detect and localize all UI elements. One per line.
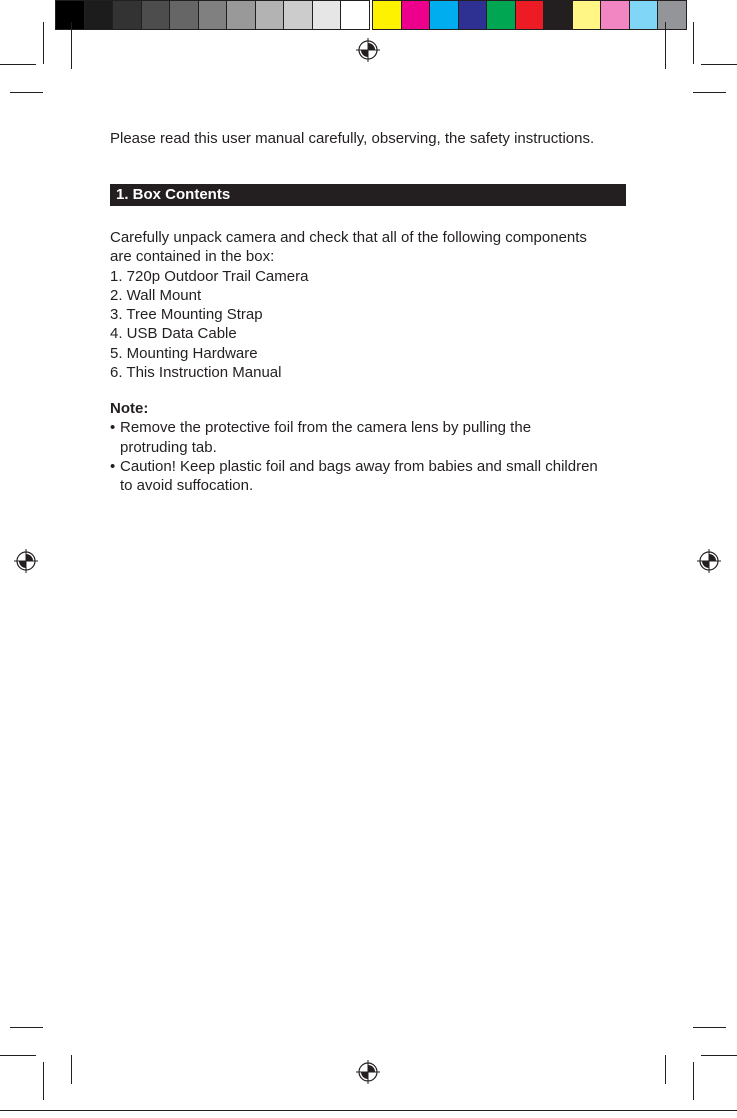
list-item: 4. USB Data Cable (110, 325, 237, 343)
crop-mark (43, 22, 44, 64)
crop-mark (71, 22, 72, 69)
color-swatch (169, 0, 198, 30)
list-item: 1. 720p Outdoor Trail Camera (110, 267, 309, 285)
grayscale-color-bar (55, 0, 370, 30)
note-line: Remove the protective foil from the camera lens by pulling the (120, 419, 532, 437)
note-line: Caution! Keep plastic foil and bags away from babies and small children (120, 457, 598, 475)
color-swatch (226, 0, 255, 30)
list-item: 5. Mounting Hardware (110, 344, 258, 362)
color-swatch (112, 0, 141, 30)
paragraph-line: are contained in the box: (110, 248, 275, 266)
registration-mark-icon (356, 1060, 380, 1084)
crop-mark (43, 1062, 44, 1100)
crop-mark (0, 64, 36, 65)
color-swatch (312, 0, 341, 30)
list-item: 3. Tree Mounting Strap (110, 306, 263, 324)
registration-mark-icon (697, 549, 721, 573)
list-item: 6. This Instruction Manual (110, 364, 282, 382)
crop-mark (693, 22, 694, 64)
crop-mark (665, 1055, 666, 1084)
note-item (110, 457, 630, 496)
color-swatch (657, 0, 686, 30)
color-swatch (84, 0, 113, 30)
note-line: to avoid suffocation. (120, 477, 254, 495)
box-contents-section (110, 228, 630, 382)
crop-mark (10, 1027, 43, 1028)
crop-mark (693, 1062, 694, 1100)
color-swatch (600, 0, 629, 30)
note-line: protruding tab. (120, 438, 217, 456)
paragraph-line: Carefully unpack camera and check that all of the following components (110, 229, 587, 246)
crop-mark (693, 92, 726, 93)
intro-text: Please read this user manual carefully, observing, the safety instructions. (110, 130, 595, 147)
color-swatch (283, 0, 312, 30)
registration-mark-icon (356, 38, 380, 62)
color-swatch (429, 0, 458, 30)
note-item (110, 418, 630, 457)
bullet: • (110, 419, 116, 437)
note-title: Note: (110, 400, 149, 417)
note-section (110, 399, 630, 495)
color-swatch (543, 0, 572, 30)
contents-list (110, 267, 630, 383)
note-list (110, 418, 630, 495)
color-swatch (401, 0, 430, 30)
bullet: • (110, 457, 116, 475)
crop-mark (665, 22, 666, 69)
registration-mark-icon (14, 549, 38, 573)
section-heading: 1. Box Contents (110, 184, 626, 206)
color-swatch (486, 0, 515, 30)
crop-mark (693, 1027, 726, 1028)
crop-mark (0, 1055, 36, 1056)
list-item: 2. Wall Mount (110, 286, 202, 304)
color-swatch (515, 0, 544, 30)
color-swatch (629, 0, 658, 30)
color-swatch (458, 0, 487, 30)
color-swatch (198, 0, 227, 30)
trim-line (0, 1110, 737, 1111)
color-swatch (572, 0, 601, 30)
color-swatch (55, 0, 84, 30)
color-swatch (255, 0, 284, 30)
color-swatch (340, 0, 369, 30)
crop-mark (71, 1055, 72, 1084)
color-swatch (372, 0, 401, 30)
color-swatch (141, 0, 170, 30)
crop-mark (10, 92, 43, 93)
process-color-bar (372, 0, 687, 30)
crop-mark (701, 64, 737, 65)
crop-mark (701, 1055, 737, 1056)
